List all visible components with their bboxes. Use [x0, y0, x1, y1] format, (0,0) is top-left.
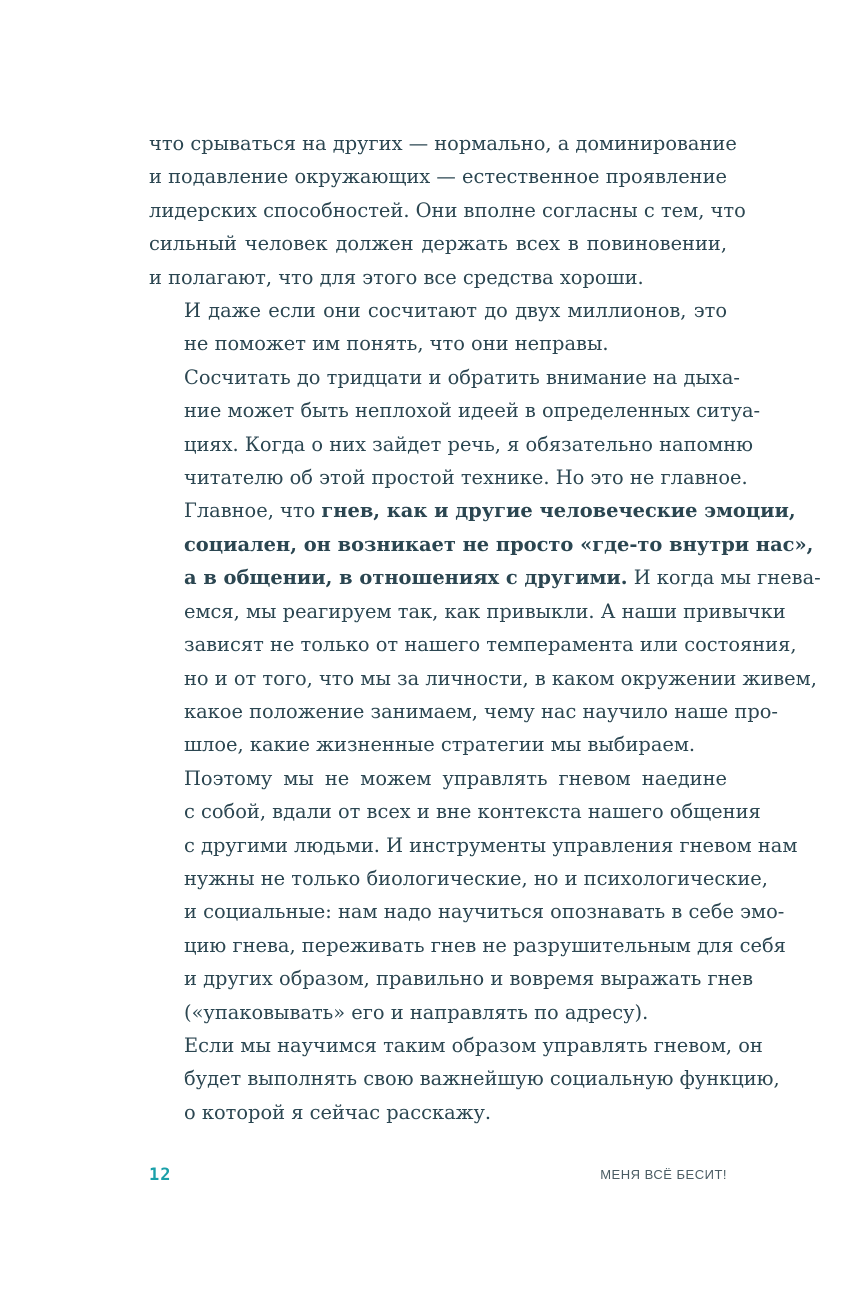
text-run: ние может быть неплохой идеей в определенных ситуа- [184, 399, 761, 423]
text-run: лидерских способностей. Они вполне согласны с тем, что [149, 198, 746, 222]
text-run: и социальные: нам надо научиться опознавать в себе эмо- [184, 900, 785, 924]
text-run: читателю об этой простой технике. Но это не главное. [184, 466, 748, 490]
text-line [149, 194, 746, 227]
text-line [149, 929, 786, 962]
text-run: какое положение занимаем, чему нас научило наше про- [184, 699, 778, 723]
text-line [149, 695, 778, 728]
text-run: но и от того, что мы за личности, в каком окружении живем, [184, 666, 817, 690]
text-run: цию гнева, переживать гнев не разрушительным для себя [184, 933, 786, 957]
text-line [149, 862, 768, 895]
text-line [149, 494, 796, 527]
text-line [149, 762, 727, 795]
text-line [149, 595, 786, 628]
text-run: с другими людьми. И инструменты управления гневом нам [184, 833, 798, 857]
paragraph [149, 127, 746, 294]
text-line [149, 1096, 727, 1129]
emphasized-text: а в общении, в отношениях с другими. [184, 566, 628, 590]
text-line [149, 261, 727, 294]
body-text [149, 127, 821, 1129]
text-run: что срываться на других — нормально, а доминирование [149, 132, 737, 155]
text-line [149, 361, 740, 394]
text-run: И даже если они сосчитают до двух миллионов, это [184, 299, 727, 323]
text-run: о которой я сейчас расскажу. [184, 1100, 492, 1124]
text-line [149, 962, 753, 995]
text-line [149, 294, 727, 327]
page-number: 12 [149, 1165, 172, 1185]
text-line [149, 996, 727, 1029]
text-run: Если мы научимся таким образом управлять гневом, он [184, 1033, 763, 1057]
text-line [149, 728, 727, 761]
paragraph [149, 762, 798, 1029]
text-run: шлое, какие жизненные стратегии мы выбираем. [184, 733, 696, 757]
text-line [149, 528, 814, 561]
text-line [149, 227, 727, 260]
text-run: («упаковывать» его и направлять по адресу). [184, 1000, 649, 1024]
text-line [149, 394, 761, 427]
paragraph [149, 361, 821, 762]
text-run: циях. Когда о них зайдет речь, я обязательно напомню [184, 432, 754, 456]
text-run: зависят не только от нашего темперамента или состояния, [184, 633, 797, 657]
text-line [149, 160, 727, 193]
text-line [149, 829, 798, 862]
paragraph [149, 294, 727, 361]
text-run: Главное, что [184, 499, 322, 523]
text-line [149, 127, 737, 160]
emphasized-text: гнев, как и другие человеческие эмоции, [321, 499, 796, 523]
text-run: сильный человек должен держать всех в повиновении, [149, 232, 727, 256]
text-run: и подавление окружающих — естественное проявление [149, 165, 727, 189]
running-title: МЕНЯ ВСЁ БЕСИТ! [600, 1167, 727, 1182]
text-line [149, 662, 817, 695]
text-run: будет выполнять свою важнейшую социальную функцию, [184, 1067, 780, 1091]
text-line [149, 428, 754, 461]
text-line [149, 1029, 763, 1062]
text-line [149, 1062, 780, 1095]
text-line [149, 461, 748, 494]
text-line [149, 795, 761, 828]
text-run: и полагают, что для этого все средства хороши. [149, 265, 644, 289]
text-run: нужны не только биологические, но и психологические, [184, 866, 768, 890]
text-run: и других образом, правильно и вовремя выражать гнев [184, 967, 753, 991]
text-run: не поможет им понять, что они неправы. [184, 332, 609, 356]
emphasized-text: социален, он возникает не просто «где-то внутри нас», [184, 532, 814, 556]
text-run: емся, мы реагируем так, как привыкли. А наши привычки [184, 599, 786, 623]
text-run: Поэтому мы не можем управлять гневом наедине [184, 766, 727, 790]
page-footer [149, 1165, 727, 1187]
paragraph [149, 1029, 780, 1129]
text-run: с собой, вдали от всех и вне контекста нашего общения [184, 800, 761, 824]
text-line [149, 628, 797, 661]
text-line [149, 895, 785, 928]
text-line [149, 561, 821, 594]
text-line [149, 327, 727, 360]
text-run: И когда мы гнева- [627, 566, 821, 590]
text-run: Сосчитать до тридцати и обратить внимание на дыха- [184, 365, 740, 389]
